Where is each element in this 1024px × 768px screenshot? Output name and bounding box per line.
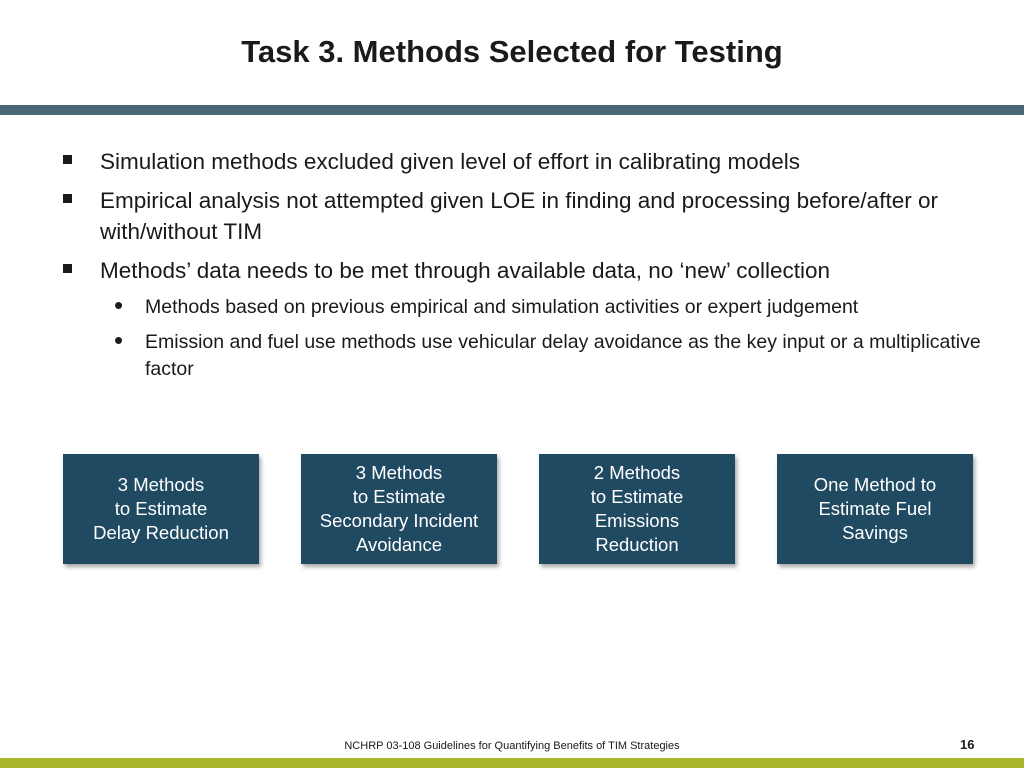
bullet-list — [0, 146, 1024, 391]
method-box-emissions — [539, 454, 735, 564]
bullet-text: Simulation methods excluded given level of effort in calibrating models — [100, 149, 800, 174]
method-box-label: One Method to Estimate Fuel Savings — [813, 474, 937, 543]
square-bullet-icon — [63, 264, 72, 273]
sub-bullet-text: Emission and fuel use methods use vehicular delay avoidance as the key input or a multiplicative factor — [145, 331, 981, 380]
method-box-secondary-incident — [301, 454, 497, 564]
sub-bullet-text: Methods based on previous empirical and simulation activities or expert judgement — [145, 296, 859, 318]
sub-bullet-item — [0, 290, 1024, 321]
method-box-label: 3 Methods to Estimate Secondary Incident Avoidance — [319, 462, 479, 555]
bullet-text: Methods’ data needs to be met through available data, no ‘new’ collection — [100, 258, 831, 283]
slide-title: Task 3. Methods Selected for Testing — [241, 34, 783, 69]
bullet-text: Empirical analysis not attempted given LOE in finding and processing before/after or with/without TIM — [100, 188, 938, 244]
bottom-accent-bar — [0, 758, 1024, 768]
square-bullet-icon — [63, 194, 72, 203]
method-box-fuel-savings — [777, 454, 973, 564]
method-box-label: 2 Methods to Estimate Emissions Reduction — [590, 462, 684, 555]
bullet-item — [0, 146, 1024, 177]
footer-text: NCHRP 03-108 Guidelines for Quantifying Benefits of TIM Strategies — [344, 740, 680, 752]
square-bullet-icon — [63, 155, 72, 164]
sub-bullet-item — [0, 325, 1024, 383]
bullet-item — [0, 185, 1024, 247]
round-bullet-icon: • — [114, 290, 124, 320]
method-box-delay-reduction — [63, 454, 259, 564]
page-number: 16 — [960, 737, 975, 752]
bullet-item — [0, 255, 1024, 286]
title-divider — [0, 105, 1024, 115]
method-boxes — [0, 454, 1024, 564]
round-bullet-icon: • — [114, 325, 124, 355]
method-box-label: 3 Methods to Estimate Delay Reduction — [93, 474, 229, 543]
